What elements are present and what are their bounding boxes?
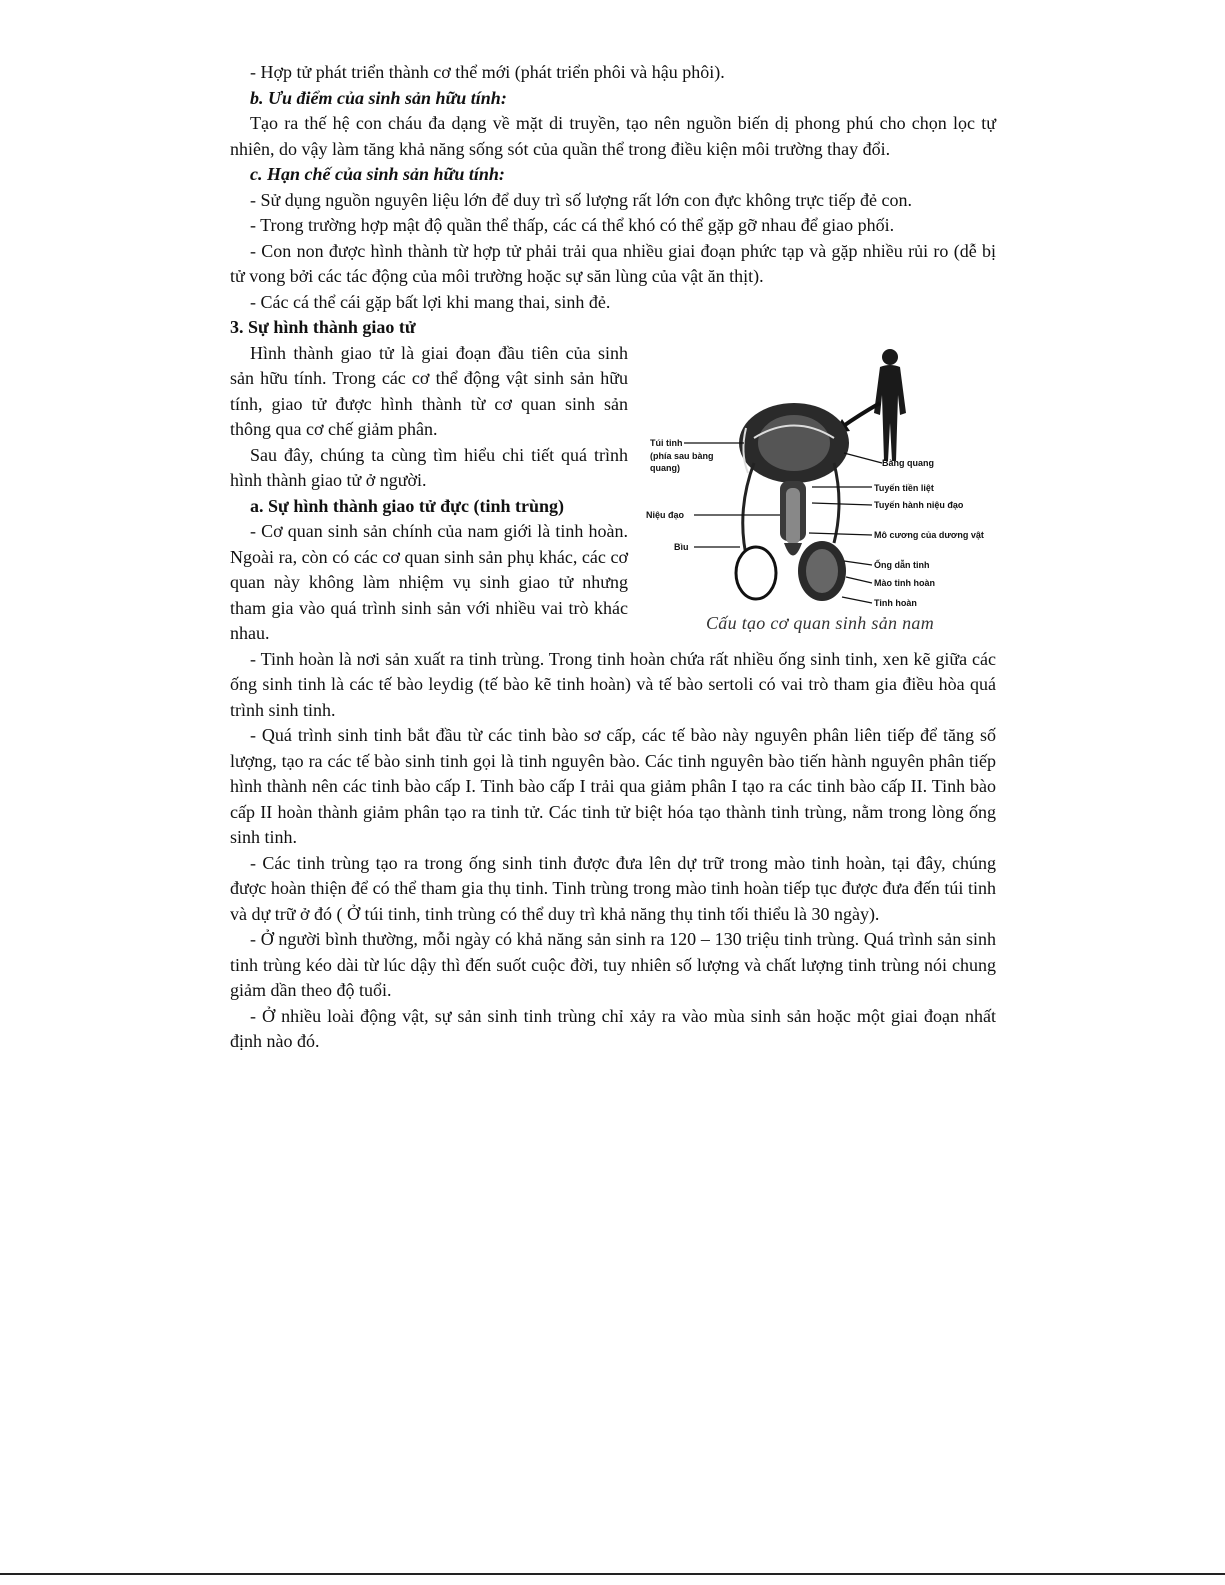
paragraph-p5: - Con non được hình thành từ hợp tử phải trải qua nhiều giai đoạn phức tạp và gặp nhiều rủi ro (dễ bị tử vong bởi các tác động của môi trường hoặc sự săn lùng của vật ăn thịt). xyxy=(230,240,996,286)
label-mo-cuong: Mô cương của dương vật xyxy=(874,529,984,540)
page-bottom-rule xyxy=(0,1573,1225,1575)
paragraph-p6: - Các cá thể cái gặp bất lợi khi mang thai, sinh đẻ. xyxy=(250,291,611,312)
male-reproductive-diagram xyxy=(644,343,996,613)
label-ong-dan-tinh: Ống dẫn tinh xyxy=(874,559,930,570)
text-section-bottom xyxy=(230,647,996,1055)
text-column-left xyxy=(230,341,628,647)
paragraph-p7: Hình thành giao tử là giai đoạn đầu tiên của sinh sản hữu tính. Trong các cơ thể động vật sinh sản hữu tính, giao tử được hình thành từ cơ quan sinh sản thông qua cơ chế giảm phân. xyxy=(230,342,628,439)
label-tinh-hoan: Tinh hoàn xyxy=(874,597,917,608)
paragraph-p12: - Các tinh trùng tạo ra trong ống sinh tinh được đưa lên dự trữ trong mào tinh hoàn, tại đây, chúng được hoàn thiện để có thể tham gia thụ tinh. Tinh trùng trong mào tinh hoàn tiếp tục được đưa đến túi tinh và dự trữ ở đó ( Ở túi tinh, tinh trùng có thể duy trì khả năng thụ tinh tối thiểu là 30 ngày). xyxy=(230,852,996,924)
label-tui-tinh-3: quang) xyxy=(650,462,680,473)
paragraph-p13: - Ở người bình thường, mỗi ngày có khả năng sản sinh ra 120 – 130 triệu tinh trùng. Quá trình sản sinh tinh trùng kéo dài từ lúc dậy thì đến suốt cuộc đời, tuy nhiên số lượng và chất lượng tinh trùng nói chung giảm dần theo độ tuổi. xyxy=(230,929,996,1000)
penis-shape xyxy=(780,481,806,556)
paragraph-p3: - Sử dụng nguồn nguyên liệu lớn để duy trì số lượng rất lớn con đực không trực tiếp đẻ con. xyxy=(250,189,912,210)
text-figure-row xyxy=(230,341,996,647)
figure-caption: Cấu tạo cơ quan sinh sản nam xyxy=(705,612,934,633)
paragraph-p14: - Ở nhiều loài động vật, sự sản sinh tinh trùng chỉ xảy ra vào mùa sinh sản hoặc một giai đoạn nhất định nào đó. xyxy=(230,1005,996,1051)
document-page xyxy=(230,60,996,1055)
label-tuyen-tien-liet: Tuyến tiền liệt xyxy=(874,482,934,493)
label-tui-tinh-2: (phía sau bàng xyxy=(650,450,714,461)
pointer-arrow-icon xyxy=(842,403,880,427)
paragraph-h-a: a. Sự hình thành giao tử đực (tinh trùng) xyxy=(250,495,564,516)
anatomy-figure xyxy=(644,343,996,647)
label-tui-tinh-1: Túi tinh xyxy=(650,437,683,448)
text-section-top xyxy=(230,60,996,341)
bladder-shape xyxy=(739,403,849,483)
label-biu: Bìu xyxy=(674,541,689,552)
paragraph-p10: - Tinh hoàn là nơi sản xuất ra tinh trùng. Trong tinh hoàn chứa rất nhiều ống sinh tinh, xen kẽ giữa các ống sinh tinh là các tế bào leydig (tế bào kẽ tinh hoàn) và tế bào sertoli có vai trò tham gia điều hòa quá trình sinh tinh. xyxy=(230,648,996,720)
paragraph-h-3: 3. Sự hình thành giao tử xyxy=(230,317,416,337)
paragraph-p1: - Hợp tử phát triển thành cơ thể mới (phát triển phôi và hậu phôi). xyxy=(250,62,725,82)
paragraph-p11: - Quá trình sinh tinh bắt đầu từ các tinh bào sơ cấp, các tế bào này nguyên phân liên tiếp để tăng số lượng, tạo ra các tế bào sinh tinh gọi là tinh nguyên bào. Các tinh nguyên bào tiến hành nguyên phân tiếp hình thành nên các tinh bào cấp I. Tinh bào cấp I trải qua giảm phân I tạo ra các tinh bào cấp II. Tinh bào cấp II hoàn thành giảm phân tạo ra tinh tử. Các tinh tử biệt hóa tạo thành tinh trùng, nằm trong lòng ống sinh tinh. xyxy=(230,725,996,847)
paragraph-p4: - Trong trường hợp mật độ quần thể thấp, các cá thể khó có thể gặp gỡ nhau để giao phối. xyxy=(250,215,895,235)
paragraph-p9: - Cơ quan sinh sản chính của nam giới là tinh hoàn. Ngoài ra, còn có các cơ quan sinh sản phụ khác, các cơ quan này không làm nhiệm vụ sinh giao tử nhưng tham gia vào quá trình sinh sản với nhiều vai trò khác nhau. xyxy=(230,521,628,643)
paragraph-p2: Tạo ra thế hệ con cháu đa dạng về mặt di truyền, tạo nên nguồn biến dị phong phú cho chọn lọc tự nhiên, do vậy làm tăng khả năng sống sót của quần thể trong điều kiện môi trường thay đổi. xyxy=(230,113,996,159)
paragraph-h-b: b. Ưu điểm của sinh sản hữu tính: xyxy=(250,87,507,108)
label-nieu-dao: Niệu đạo xyxy=(646,509,685,520)
label-tuyen-hanh-nieu-dao: Tuyến hành niệu đạo xyxy=(874,499,964,510)
label-mao-tinh-hoan: Mào tinh hoàn xyxy=(874,577,935,588)
paragraph-h-c: c. Hạn chế của sinh sản hữu tính: xyxy=(250,164,505,184)
paragraph-p8: Sau đây, chúng ta cùng tìm hiểu chi tiết quá trình hình thành giao tử ở người. xyxy=(230,444,628,490)
label-bang-quang: Bàng quang xyxy=(882,457,934,468)
